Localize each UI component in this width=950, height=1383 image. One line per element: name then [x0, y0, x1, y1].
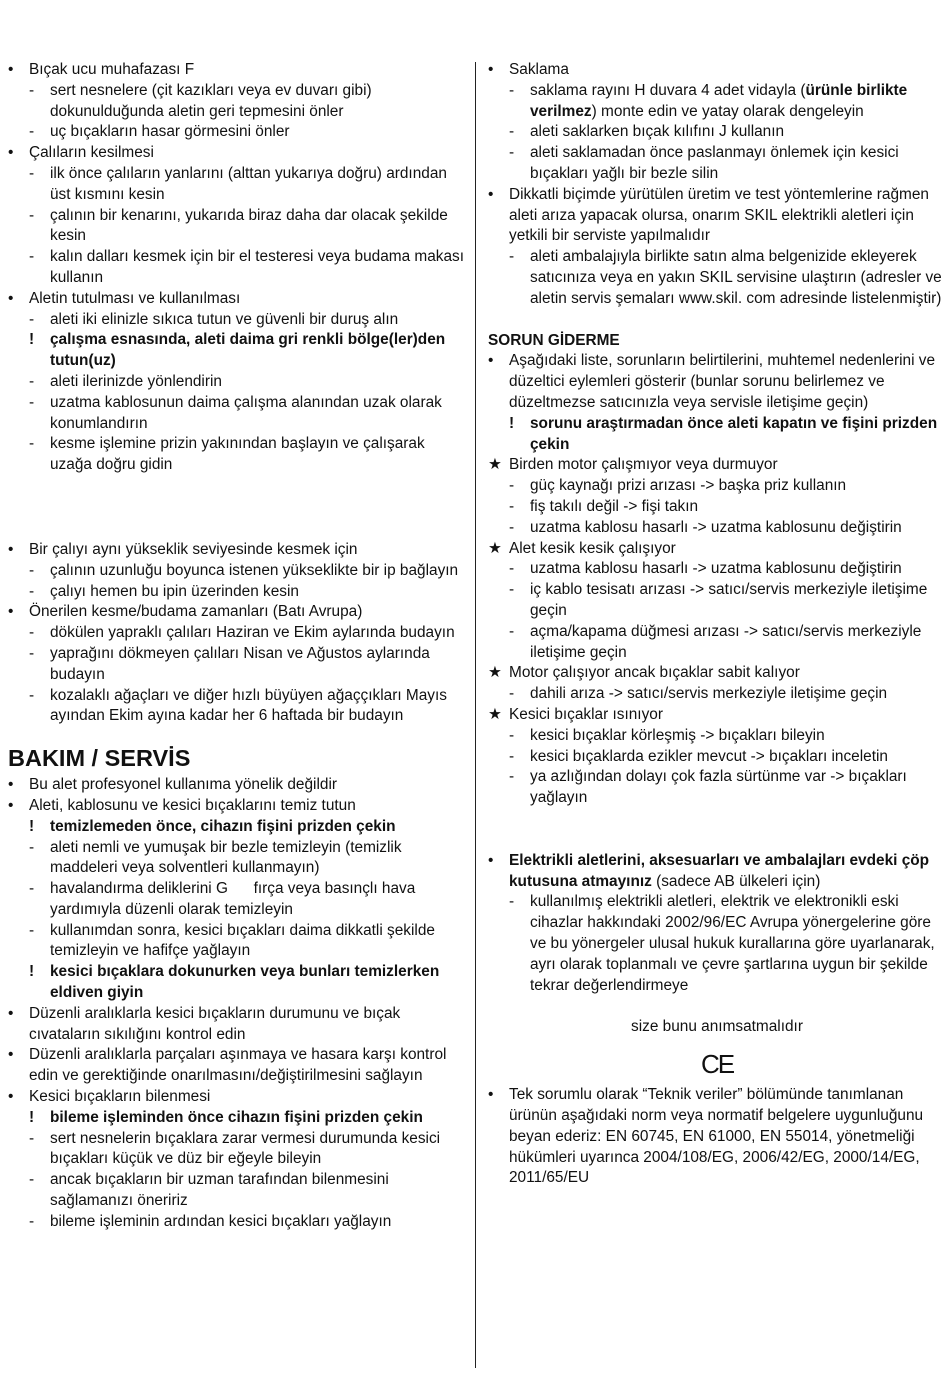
- bullet-item: • Bıçak ucu muhafazası F: [8, 61, 195, 78]
- bullet-item: • Bu alet profesyonel kullanıma yönelik değildir: [8, 776, 337, 794]
- problem-item: ★ Alet kesik kesik çalışıyor: [488, 539, 676, 557]
- bullet-item: • Tek sorumlu olarak “Teknik veriler” bölümünde tanımlanan ürünün aşağıdaki norm veya normatif belgelere uygunluğunu beyan ederiz: EN 60745, EN 61000, EN 55014, yönetmeliği hükümleri uyarınca 2004/108/EG, 2006/42/EG, 2000/14/EG, 2011/65/EU: [488, 1086, 924, 1187]
- sub-item: - bileme işleminin ardından kesici bıçakları yağlayın: [29, 1212, 392, 1230]
- bullet-item: • Aşağıdaki liste, sorunların belirtilerini, muhtemel nedenlerini ve düzeltici eylemleri gösterir (bunlar sorunu belirlemez ve düzeltmezse satıcınızla veya servisle iletişime geçin): [488, 352, 936, 411]
- reminder-text: size bunu anımsatmalıdır: [631, 1018, 803, 1036]
- sub-item: - ancak bıçakların bir uzman tarafından bilenmesini sağlamanızı öneririz: [29, 1171, 389, 1210]
- sub-item: - çalının uzunluğu boyunca istenen yükseklikte bir ip bağlayın: [29, 561, 459, 579]
- sub-item: - aleti saklarken bıçak kılıfını J kullanın: [509, 123, 785, 141]
- bullet-item: • Aleti, kablosunu ve kesici bıçaklarını temiz tutun: [8, 796, 356, 814]
- left-column: [8, 60, 468, 1233]
- sub-item: - uzatma kablosunun daima çalışma alanından uzak olarak konumlandırın: [29, 393, 442, 432]
- bullet-item: • Saklama: [488, 61, 569, 78]
- sub-item: - açma/kapama düğmesi arızası -> satıcı/servis merkeziyle iletişime geçin: [509, 622, 922, 661]
- sub-item: - kullanımdan sonra, kesici bıçakları daima dikkatli şekilde temizleyin ve hafifçe yağlayın: [29, 921, 435, 960]
- bullet-item: • Kesici bıçakların bilenmesi: [8, 1088, 211, 1106]
- sub-item: - fiş takılı değil -> fişi takın: [509, 497, 699, 515]
- bullet-item: • Düzenli aralıklarla parçaları aşınmaya ve hasara karşı kontrol edin ve gerektiğinde onarılmasını/değiştirilmesini sağlayın: [8, 1046, 447, 1085]
- sub-item: - uzatma kablosu hasarlı -> uzatma kablosunu değiştirin: [509, 560, 902, 578]
- sub-item: - kesici bıçaklar körleşmiş -> bıçakları bileyin: [509, 726, 825, 744]
- sub-item: - uzatma kablosu hasarlı -> uzatma kablosunu değiştirin: [509, 518, 902, 536]
- bullet-item: • Düzenli aralıklarla kesici bıçakların durumunu ve bıçak cıvataların sıkılığını kontrol edin: [8, 1004, 401, 1043]
- bullet-item: • Önerilen kesme/budama zamanları (Batı Avrupa): [8, 603, 363, 621]
- sub-item: - kesme işlemine prizin yakınından başlayın ve çalışarak uzağa doğru gidin: [29, 435, 425, 474]
- sub-item: - sert nesnelerin bıçaklara zarar vermesi durumunda kesici bıçakları küçük ve düz bir eğeyle bileyin: [29, 1129, 441, 1168]
- sub-item: - ilk önce çalıların yanlarını (alttan yukarıya doğru) ardından üst kısmını kesin: [29, 164, 447, 203]
- sub-item: - ya azlığından dolayı çok fazla sürtünme var -> bıçakları yağlayın: [509, 768, 907, 807]
- sub-item: - aleti ilerinizde yönlendirin: [29, 372, 222, 390]
- warning-item: ! temizlemeden önce, cihazın fişini prizden çekin: [29, 817, 396, 835]
- sub-item: - aleti saklamadan önce paslanmayı önlemek için kesici bıçakları yağlı bir bezle silin: [509, 144, 899, 182]
- sub-item: - aleti nemli ve yumuşak bir bezle temizleyin (temizlik maddeleri veya solventleri kullanmayın): [29, 838, 402, 877]
- section-heading-troubleshooting: SORUN GİDERME: [488, 331, 620, 349]
- sub-item: - dökülen yapraklı çalıları Haziran ve Ekim aylarında budayın: [29, 624, 455, 642]
- warning-item: ! sorunu araştırmadan önce aleti kapatın ve fişini prizden çekin: [509, 414, 938, 453]
- sub-item: - aleti ambalajıyla birlikte satın alma belgenizide ekleyerek satıcınıza veya en yakın SKIL servisine ulaştırın (adresler ve aletin servis şemaları www.skil. com adresinde listelenmiştir): [509, 248, 942, 307]
- bullet-item: • Elektrikli aletlerini, aksesuarları ve ambalajları evdeki çöp kutusuna atmayınız (sadece AB ülkeleri için): [488, 851, 930, 890]
- sub-item: - dahili arıza -> satıcı/servis merkeziyle iletişime geçin: [509, 685, 888, 703]
- warning-item: ! kesici bıçaklara dokunurken veya bunları temizlerken eldiven giyin: [29, 963, 440, 1002]
- problem-item: ★ Motor çalışıyor ancak bıçaklar sabit kalıyor: [488, 664, 800, 682]
- sub-item: - aleti iki elinizle sıkıca tutun ve güvenli bir duruş alın: [29, 310, 399, 328]
- column-divider: [475, 62, 476, 1368]
- problem-item: ★ Kesici bıçaklar ısınıyor: [488, 705, 663, 723]
- sub-item: - iç kablo tesisatı arızası -> satıcı/servis merkeziyle iletişime geçin: [509, 581, 928, 619]
- section-heading-service: BAKIM / SERVİS: [8, 745, 191, 772]
- sub-item: - saklama rayını H duvara 4 adet vidayla (ürünle birlikte verilmez) monte edin ve yatay olarak dengeleyin: [509, 81, 908, 120]
- sub-item: - kesici bıçaklarda ezikler mevcut -> bıçakları inceletin: [509, 747, 888, 765]
- sub-item: - havalandırma deliklerini G fırça veya basınçlı hava yardımıyla düzenli olarak temizleyin: [29, 880, 420, 918]
- sub-item: - yaprağını dökmeyen çalıları Nisan ve Ağustos aylarında budayın: [29, 644, 430, 683]
- sub-item: - uç bıçakların hasar görmesini önler: [29, 123, 290, 141]
- sub-item: - çalının bir kenarını, yukarıda biraz daha dar olacak şekilde kesin: [29, 206, 448, 245]
- problem-item: ★ Birden motor çalışmıyor veya durmuyor: [488, 456, 778, 474]
- bullet-item: • Bir çalıyı aynı yükseklik seviyesinde kesmek için: [8, 540, 358, 558]
- right-column: [488, 60, 946, 1189]
- sub-item: - kullanılmış elektrikli aletleri, elektrik ve elektronikli eski cihazlar hakkındaki 2002/96/EC Avrupa yönergelerine göre ve bu yönergeler ulusal hukuk kurallarına göre uyarlanarak, ayrı olarak toplanmalı ve çevre şartlarına uygun bir şekilde tekrar değerlendirmeye: [509, 893, 935, 994]
- sub-item: - kozalaklı ağaçları ve diğer hızlı büyüyen ağaççıkları Mayıs ayından Ekim ayına kadar her 6 haftada bir budayın: [29, 686, 447, 725]
- bullet-item: • Dikkatli biçimde yürütülen üretim ve test yöntemlerine rağmen aleti arıza yapacak olursa, onarım SKIL elektrikli aletleri için yetkili bir serviste yapılmalıdır: [488, 185, 929, 245]
- sub-item: - sert nesnelere (çit kazıkları veya ev duvarı gibi) dokunulduğunda aletin geri tepmesini önler: [29, 81, 372, 120]
- warning-item: ! çalışma esnasında, aleti daima gri renkli bölge(ler)den tutun(uz): [29, 331, 446, 370]
- sub-item: - güç kaynağı prizi arızası -> başka priz kullanın: [509, 477, 847, 495]
- ce-mark: CE: [700, 1049, 734, 1080]
- sub-item: - kalın dalları kesmek için bir el testeresi veya budama makası kullanın: [29, 248, 465, 286]
- warning-item: ! bileme işleminden önce cihazın fişini prizden çekin: [29, 1108, 423, 1126]
- bullet-item: • Aletin tutulması ve kullanılması: [8, 289, 241, 307]
- bullet-item: • Çalıların kesilmesi: [8, 144, 154, 162]
- sub-item: - çalıyı hemen bu ipin üzerinden kesin: [29, 582, 299, 600]
